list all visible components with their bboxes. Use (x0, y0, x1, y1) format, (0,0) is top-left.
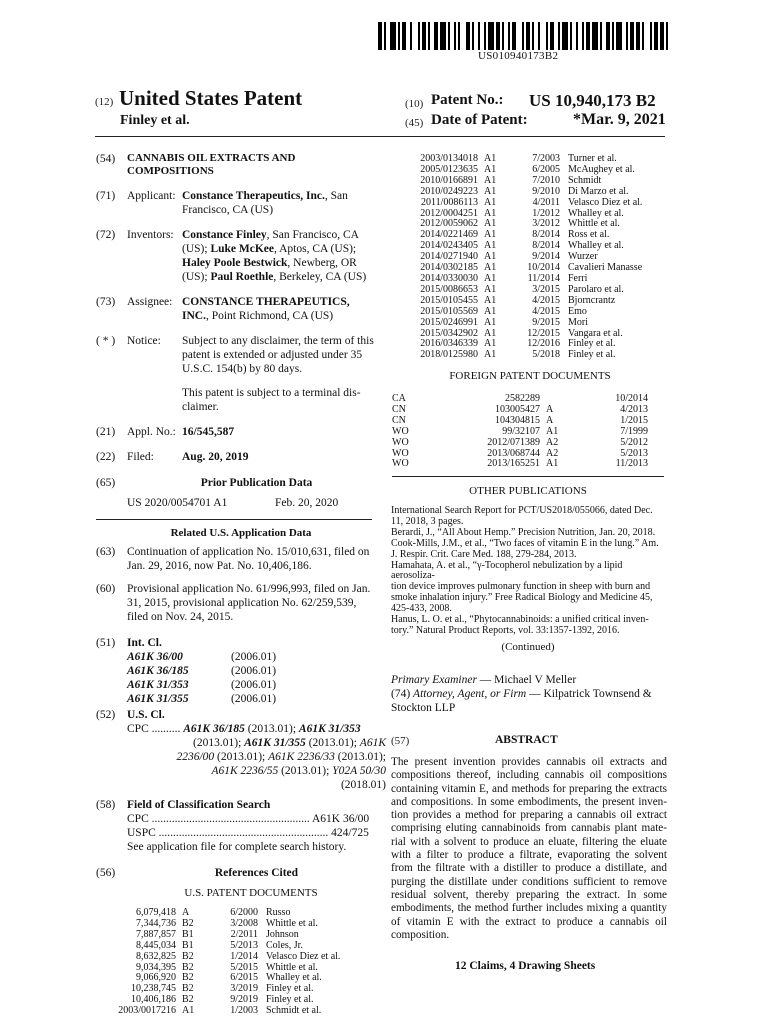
reference-cell: 9/2010 (532, 185, 560, 197)
int-cl-class: A61K 31/355 (127, 693, 189, 705)
reference-cell: 11/2013 (615, 458, 648, 470)
terminal-disclaimer: This patent is subject to a terminal dis- claimer. (182, 387, 361, 413)
reference-cell: 9/2015 (532, 316, 560, 328)
reference-cell: WO (392, 447, 409, 459)
date-label: Date of Patent: (431, 112, 528, 128)
reference-cell: Finley et al. (568, 338, 616, 350)
code-60: (60) (96, 583, 116, 595)
code-52: (52) (96, 709, 116, 721)
reference-cell: 3/2019 (230, 983, 258, 995)
reference-cell: B2 (182, 961, 194, 973)
patent-number: US 10,940,173 B2 (529, 91, 656, 110)
reference-cell: 10,238,745 (131, 983, 176, 995)
int-cl-version: (2006.01) (231, 651, 277, 663)
appl-label: Appl. No.: (127, 426, 176, 438)
reference-cell: A2 (546, 436, 559, 448)
reference-cell: 8/2014 (532, 229, 560, 241)
abstract-line: composition. (391, 928, 450, 941)
claims-summary: 12 Claims, 4 Drawing Sheets (455, 960, 596, 972)
reference-cell: 1/2015 (620, 414, 648, 426)
other-pub-line: smoke inhalation injury.” Free Radical Biology and Medicine 45, (391, 592, 653, 604)
header-rule (95, 136, 665, 137)
abstract-line: purging the distillate under conditions sufficient to remove (391, 875, 667, 888)
field-search-label: Field of Classification Search (127, 799, 271, 811)
references-title: References Cited (214, 867, 299, 879)
reference-cell: A1 (484, 174, 497, 186)
code-45: (45) (405, 117, 424, 129)
abstract-line: with a filter to produce a filtrate, evaporating the solvent (391, 849, 667, 862)
reference-cell: Turner et al. (568, 153, 617, 164)
reference-cell: A1 (484, 196, 497, 208)
reference-cell: 3/2008 (230, 917, 258, 929)
us-docs-table-left (96, 908, 386, 1017)
reference-row (96, 952, 386, 963)
reference-cell: B2 (182, 983, 194, 995)
code-54: (54) (96, 153, 116, 165)
reference-cell: WO (392, 425, 409, 437)
reference-cell: Velasco Diez et al. (266, 950, 341, 962)
code-22: (22) (96, 451, 116, 463)
reference-cell: 2014/0271940 (420, 251, 478, 263)
reference-cell: 104304815 (495, 414, 540, 426)
reference-cell: 6/2000 (230, 907, 258, 918)
int-cl-class: A61K 36/00 (127, 651, 183, 663)
code-72: (72) (96, 229, 116, 241)
reference-cell: 1/2003 (230, 1005, 258, 1017)
code-51: (51) (96, 637, 116, 649)
reference-cell: Russo (266, 907, 291, 918)
reference-cell: 99/32107 (502, 425, 540, 437)
reference-cell: 5/2012 (620, 436, 648, 448)
reference-cell: WO (392, 436, 409, 448)
code-71: (71) (96, 190, 116, 202)
reference-cell: Whittle et al. (266, 917, 318, 929)
reference-cell: 4/2015 (532, 305, 560, 317)
reference-cell: 2013/165251 (487, 458, 540, 470)
filed-label: Filed: (127, 451, 154, 463)
code-57: (57) (391, 735, 410, 747)
int-cl-row (127, 664, 386, 678)
reference-cell: 7/2010 (532, 174, 560, 186)
reference-cell: 8,445,034 (136, 939, 176, 951)
int-cl-version: (2006.01) (231, 693, 277, 705)
reference-cell: 7/2003 (532, 153, 560, 164)
reference-row (392, 459, 648, 470)
reference-cell: 5/2013 (230, 939, 258, 951)
reference-cell: 5/2015 (230, 961, 258, 973)
reference-cell: 2015/0105569 (420, 305, 478, 317)
reference-cell: A1 (484, 262, 497, 274)
code-58: (58) (96, 799, 116, 811)
reference-cell: 12/2015 (527, 327, 560, 339)
abstract-body (391, 756, 667, 942)
continued-marker: (Continued) (501, 641, 555, 653)
reference-cell: 8,632,825 (136, 950, 176, 962)
reference-row (396, 318, 688, 329)
reference-cell: 5/2018 (532, 349, 560, 361)
reference-row (396, 307, 688, 318)
reference-cell: Schmidt (568, 174, 602, 186)
provisional-text: Provisional application No. 61/996,993, filed on Jan. 31, 2015, provisional application No. 62/259,539, filed on Nov. 24, 2015. (127, 583, 371, 623)
notice-value: Subject to any disclaimer, the term of this patent is extended or adjusted under 35 U.S.C. 154(b) by 80 days. (182, 335, 374, 375)
int-cl-row (127, 650, 386, 664)
reference-cell: A1 (484, 207, 497, 219)
reference-cell: 103005427 (495, 403, 540, 415)
field-search-values: CPC ....................................................... A61K 36/00 USPC ........................................................... 424/725 See application file for complete search history. (127, 813, 370, 853)
reference-cell: 2010/0249223 (420, 185, 478, 197)
reference-cell: CN (392, 403, 406, 415)
patent-no-label: Patent No.: (431, 92, 504, 108)
reference-cell: 9/2014 (532, 251, 560, 263)
reference-cell: Velasco Diez et al. (568, 196, 643, 208)
reference-cell: A1 (484, 349, 497, 361)
reference-cell: Bjorncrantz (568, 294, 616, 306)
cpc-classification: CPC .......... A61K 36/185 (2013.01); A61K 31/353 (2013.01); A61K 31/355 (2013.01); A61K 2236/00 (2013.01); A61K 2236/33 (2013.01); A61K 2236/55 (2013.01); Y02A 50/30 (2018.01) (127, 723, 386, 791)
reference-cell: 2/2011 (230, 928, 258, 940)
reference-cell: 10/2014 (615, 393, 648, 404)
inventor-short: Finley et al. (120, 113, 190, 128)
reference-cell: 2011/0086113 (420, 196, 478, 208)
us-docs-title: U.S. PATENT DOCUMENTS (184, 887, 318, 899)
reference-cell: A1 (484, 185, 497, 197)
reference-cell: A1 (484, 283, 497, 295)
reference-cell: 2012/0004251 (420, 207, 478, 219)
abstract-line: comprising eluting cannabinoids from cannabis plant mate- (391, 822, 667, 835)
assignee-label: Assignee: (127, 296, 173, 308)
code-63: (63) (96, 546, 116, 558)
code-65: (65) (96, 477, 116, 489)
reference-cell: A1 (484, 294, 497, 306)
reference-cell: B2 (182, 994, 194, 1006)
abstract-line: from the filtrate with a distiller to produce a distillate, and (391, 862, 667, 875)
reference-cell: Johnson (266, 928, 299, 940)
abstract-line: and compositions. In some embodiments, the present inven- (391, 795, 667, 808)
reference-cell: McAughey et al. (568, 163, 635, 175)
int-cl-row (127, 692, 386, 706)
notice-label: Notice: (127, 335, 161, 347)
reference-cell: B2 (182, 972, 194, 984)
reference-cell: Whalley et al. (266, 972, 322, 984)
reference-cell: A1 (484, 218, 497, 230)
abstract-line: compositions thereof, including cannabis oil compositions (391, 769, 667, 782)
reference-cell: 2010/0166891 (420, 174, 478, 186)
reference-cell: Schmidt et al. (266, 1005, 322, 1017)
code-21: (21) (96, 426, 116, 438)
reference-cell: A (546, 403, 554, 415)
reference-row (396, 187, 688, 198)
int-cl-list (96, 650, 386, 706)
reference-cell: A1 (484, 338, 497, 350)
reference-cell: A (182, 907, 190, 918)
other-pub-line: Hanus, L. O. et al., “Phytocannabinoids: a unified critical inven- (391, 614, 649, 626)
abstract-line: embodiments, the method further includes mixing a quantity (391, 902, 667, 915)
other-pub-line: International Search Report for PCT/US2018/055066, dated Dec. (391, 505, 653, 516)
continuation-text: Continuation of application No. 15/010,631, filed on Jan. 29, 2016, now Pat. No. 10,406,186. (127, 546, 370, 572)
reference-cell: Mori (568, 316, 588, 328)
reference-cell: A1 (546, 458, 559, 470)
reference-cell: 5/2013 (620, 447, 648, 459)
int-cl-version: (2006.01) (231, 665, 277, 677)
reference-cell: 1/2012 (532, 207, 560, 219)
reference-row (396, 198, 688, 209)
reference-cell: Whalley et al. (568, 207, 624, 219)
invention-title: CANNABIS OIL EXTRACTS AND COMPOSITIONS (127, 152, 296, 177)
reference-cell: A1 (546, 425, 559, 437)
reference-cell: 7,887,857 (136, 928, 176, 940)
assignee-value: CONSTANCE THERAPEUTICS, INC., Point Richmond, CA (US) (182, 296, 350, 322)
reference-cell: Parolaro et al. (568, 283, 624, 295)
reference-cell: 2015/0246991 (420, 316, 478, 328)
reference-cell: 3/2012 (532, 218, 560, 230)
prior-pub-date: Feb. 20, 2020 (275, 497, 339, 509)
us-cl-label: U.S. Cl. (127, 709, 165, 721)
reference-cell: Finley et al. (266, 994, 314, 1006)
reference-cell: 10/2014 (527, 262, 560, 274)
reference-row (96, 1006, 386, 1017)
reference-cell: 4/2015 (532, 294, 560, 306)
reference-cell: 12/2016 (527, 338, 560, 350)
other-pubs-title: OTHER PUBLICATIONS (469, 485, 587, 497)
reference-cell: 2012/0059062 (420, 218, 478, 230)
code-12: (12) (95, 96, 114, 108)
reference-cell: 4/2013 (620, 403, 648, 415)
reference-cell: CA (392, 393, 406, 404)
reference-cell: 2014/0330030 (420, 272, 478, 284)
reference-cell: 8/2014 (532, 240, 560, 252)
other-pub-line: 11, 2018, 3 pages. (391, 515, 464, 527)
reference-cell: 3/2015 (532, 283, 560, 295)
abstract-line: rial with a solvent to produce an eluate, filtering the eluate (391, 835, 667, 848)
reference-cell: 2013/068744 (487, 447, 540, 459)
reference-cell: A1 (484, 153, 497, 164)
applicant-value: Constance Therapeutics, Inc., San Francisco, CA (US) (182, 190, 348, 216)
reference-cell: 2003/0134018 (420, 153, 478, 164)
inventors-value: Constance Finley, San Francisco, CA (US); Luke McKee, Aptos, CA (US); Haley Poole Bestwick, Newberg, OR (US); Paul Roethle, Berkeley, CA (US) (182, 229, 367, 283)
reference-cell: Emo (568, 305, 587, 317)
code-notice: ( * ) (96, 335, 116, 347)
reference-cell: 2012/071389 (487, 436, 540, 448)
reference-cell: 6/2015 (230, 972, 258, 984)
reference-cell: 2015/0105455 (420, 294, 478, 306)
other-pub-line: 425-433, 2008. (391, 603, 452, 615)
reference-cell: 2582289 (505, 393, 540, 404)
reference-cell: A1 (484, 305, 497, 317)
reference-cell: 11/2014 (527, 272, 560, 284)
code-56: (56) (96, 867, 116, 879)
reference-cell: Ross et al. (568, 229, 610, 241)
foreign-docs-title: FOREIGN PATENT DOCUMENTS (449, 370, 611, 382)
other-pubs-list (391, 506, 667, 637)
barcode-graphic (378, 22, 668, 50)
prior-pub-number: US 2020/0054701 A1 (127, 497, 228, 509)
reference-cell: WO (392, 458, 409, 470)
reference-cell: 7/1999 (620, 425, 648, 437)
reference-cell: A1 (484, 240, 497, 252)
reference-cell: A1 (484, 272, 497, 284)
int-cl-row (127, 678, 386, 692)
other-pub-line: J. Respir. Crit. Care Med. 188, 279-284, 2013. (391, 548, 577, 560)
reference-cell: A2 (546, 447, 559, 459)
abstract-title: ABSTRACT (495, 734, 558, 746)
related-title: Related U.S. Application Data (170, 527, 312, 539)
reference-cell: Finley et al. (568, 349, 616, 361)
reference-cell: Cavalieri Manasse (568, 262, 643, 274)
reference-cell: A1 (484, 251, 497, 263)
other-pub-line: tion device improves pulmonary function in sheep with burn and (391, 581, 651, 593)
reference-cell: 9,066,920 (136, 972, 176, 984)
code-10: (10) (405, 98, 424, 110)
reference-cell: 2015/0086653 (420, 283, 478, 295)
reference-cell: 6,079,418 (136, 907, 176, 918)
applicant-label: Applicant: (127, 190, 176, 202)
barcode-bar (666, 22, 668, 50)
reference-cell: A1 (484, 229, 497, 241)
inventors-label: Inventors: (127, 229, 174, 241)
other-pub-line: Berardi, J., “All About Hemp.” Precision Nutrition, Jan. 20, 2018. (391, 526, 656, 538)
reference-row (96, 941, 386, 952)
reference-cell: Whittle et al. (266, 961, 318, 973)
left-column (96, 152, 386, 1017)
reference-cell: 2015/0342902 (420, 327, 478, 339)
reference-row (396, 350, 688, 361)
patent-date: *Mar. 9, 2021 (573, 111, 666, 128)
abstract-line: The present invention provides cannabis oil extracts and (391, 756, 667, 768)
reference-cell: 9/2019 (230, 994, 258, 1006)
reference-cell: Ferri (568, 272, 588, 284)
abstract-line: tion provides a method for preparing a cannabis oil extract (391, 809, 667, 822)
us-docs-table-right (396, 154, 688, 361)
int-cl-class: A61K 36/185 (127, 665, 189, 677)
reference-cell: A1 (484, 163, 497, 175)
examiner-line: Primary Examiner — Michael V Meller (391, 674, 577, 686)
filed-date: Aug. 20, 2019 (182, 451, 249, 463)
other-pub-line: Cook-Mills, J.M., et al., “Two faces of vitamin E in the lung.” Am. (391, 537, 659, 549)
reference-cell: 10,406,186 (131, 994, 176, 1006)
reference-cell: Wurzer (568, 251, 598, 263)
reference-cell: A1 (484, 316, 497, 328)
reference-cell: 2016/0346339 (420, 338, 478, 350)
other-pub-line: Hamahata, A. et al., “γ-Tocopherol nebulization by a lipid aerosoliza- (391, 559, 623, 582)
reference-cell: 4/2011 (532, 196, 560, 208)
reference-cell: 7,344,736 (136, 917, 176, 929)
int-cl-version: (2006.01) (231, 679, 277, 691)
reference-cell: A1 (182, 1005, 195, 1017)
reference-row (392, 438, 648, 449)
rule-related (96, 519, 372, 520)
reference-cell: B1 (182, 928, 194, 940)
other-pub-line: tory.” Natural Product Reports, vol. 33:1357-1392, 2016. (391, 624, 620, 636)
publication-number: US010940173B2 (478, 50, 559, 62)
reference-cell: B1 (182, 939, 194, 951)
reference-cell: Finley et al. (266, 983, 314, 995)
reference-cell: B2 (182, 950, 194, 962)
int-cl-class: A61K 31/353 (127, 679, 189, 691)
prior-pub-title: Prior Publication Data (200, 477, 313, 489)
reference-cell: 2018/0125980 (420, 349, 478, 361)
reference-cell: 2014/0221469 (420, 229, 478, 241)
abstract-line: residual solvent, thereby preparing the extract. In some (391, 888, 667, 901)
reference-cell: Vangara et al. (568, 327, 623, 339)
reference-cell: 6/2005 (532, 163, 560, 175)
int-cl-label: Int. Cl. (127, 637, 162, 649)
abstract-line: containing vitamin E, and methods for preparing the extracts (391, 782, 667, 795)
reference-cell: Whittle et al. (568, 218, 620, 230)
reference-cell: 2014/0302185 (420, 262, 478, 274)
reference-cell: 2003/0017216 (118, 1005, 176, 1017)
abstract-line: of vitamin E with the extract to produce a cannabis oil (391, 915, 667, 928)
document-title: United States Patent (119, 86, 303, 110)
reference-cell: 1/2014 (230, 950, 258, 962)
reference-cell: 9,034,395 (136, 961, 176, 973)
reference-cell: CN (392, 414, 406, 426)
reference-cell: A (546, 414, 554, 426)
foreign-docs-table (392, 394, 648, 470)
reference-cell: Coles, Jr. (266, 939, 303, 951)
reference-cell: Di Marzo et al. (568, 185, 629, 197)
reference-cell: Whalley et al. (568, 240, 624, 252)
appl-number: 16/545,587 (182, 426, 235, 438)
code-73: (73) (96, 296, 116, 308)
reference-cell: B2 (182, 917, 194, 929)
reference-cell: 2014/0243405 (420, 240, 478, 252)
reference-cell: 2005/0123635 (420, 163, 478, 175)
attorney-line: (74) Attorney, Agent, or Firm — Kilpatrick Townsend & Stockton LLP (391, 688, 652, 714)
rule-other-pubs (392, 476, 664, 477)
reference-cell: A1 (484, 327, 497, 339)
reference-row (392, 427, 648, 438)
